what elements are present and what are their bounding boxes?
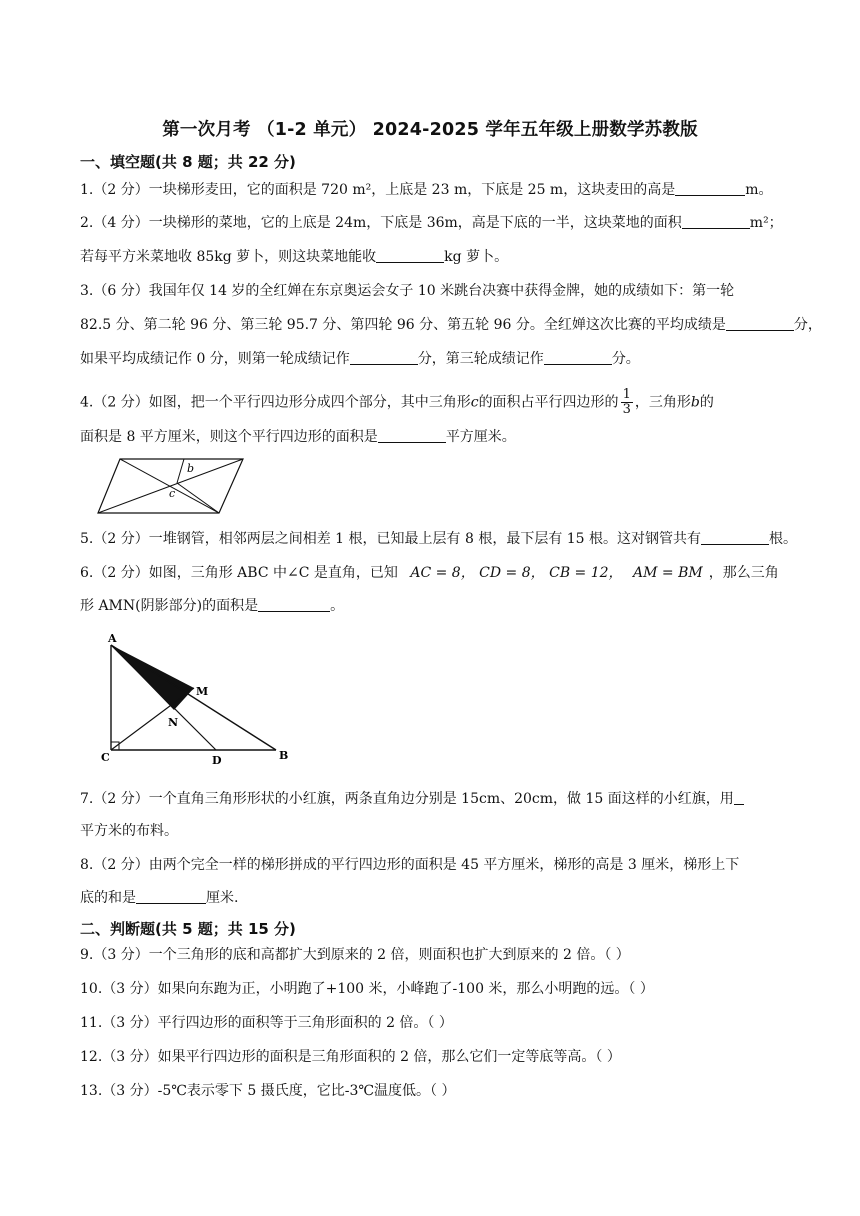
question-9: 9.（3 分）一个三角形的底和高都扩大到原来的 2 倍，则面积也扩大到原来的 2 倍。（ ） xyxy=(80,947,630,963)
figure-label-c: c xyxy=(169,487,176,500)
fraction-numerator: 1 xyxy=(622,387,631,402)
question-4-text-3: ，三角形 xyxy=(634,394,691,411)
question-3-unit-2: 分。 xyxy=(611,351,640,367)
answer-blank[interactable] xyxy=(136,889,206,904)
question-12: 12.（3 分）如果平行四边形的面积是三角形面积的 2 倍，那么它们一定等底等高。（ ） xyxy=(80,1049,621,1065)
question-4-text-4: 的 xyxy=(699,394,714,411)
question-13: 13.（3 分）-5℃表示零下 5 摄氏度，它比-3℃温度低。（ ） xyxy=(80,1083,456,1099)
section-fill-in-heading: 一、填空题(共 8 题；共 22 分) xyxy=(80,153,296,171)
question-1 xyxy=(80,181,773,199)
question-8-line-2 xyxy=(80,889,238,907)
question-2-text-2: 若每平方米菜地收 85kg 萝卜，则这块菜地能收 xyxy=(80,249,377,265)
question-3-line-1: 3.（6 分）我国年仅 14 岁的全红婵在东京奥运会女子 10 米跳台决赛中获得金牌，她的成绩如下：第一轮 xyxy=(80,283,735,299)
question-10: 10.（3 分）如果向东跑为正，小明跑了+100 米，小峰跑了-100 米，那么小明跑的远。（ ） xyxy=(80,981,654,997)
section-judge-heading: 二、判断题(共 5 题；共 15 分) xyxy=(80,920,296,938)
figure-label-b: b xyxy=(187,462,195,475)
label-d: D xyxy=(212,754,222,767)
question-4-text: 4.（2 分）如图，把一个平行四边形分成四个部分，其中三角形 xyxy=(80,394,471,411)
question-5-text: 5.（2 分）一堆钢管，相邻两层之间相差 1 根，已知最上层有 8 根，最下层有 15 根。这对钢管共有 xyxy=(80,531,702,547)
answer-blank[interactable] xyxy=(376,248,444,263)
answer-blank[interactable] xyxy=(544,350,612,365)
fraction-denominator: 3 xyxy=(622,402,631,417)
question-6-text-3: 形 AMN(阴影部分)的面积是 xyxy=(80,598,259,614)
label-n: N xyxy=(168,716,179,729)
answer-blank[interactable] xyxy=(258,597,330,612)
answer-blank[interactable] xyxy=(726,316,794,331)
answer-blank[interactable] xyxy=(734,790,744,805)
label-b: B xyxy=(279,749,289,762)
question-6-end: 。 xyxy=(330,598,345,614)
question-7-text: 7.（2 分）一个直角三角形形状的小红旗，两条直角边分别是 15cm、20cm，做 15 面这样的小红旗，用 xyxy=(80,791,734,807)
question-3-unit: 分， xyxy=(793,317,822,333)
question-2-unit-2: kg 萝卜。 xyxy=(444,249,509,265)
question-4-line-2 xyxy=(80,428,516,446)
question-2-line-1 xyxy=(80,214,783,232)
answer-blank[interactable] xyxy=(682,214,750,229)
question-8-text-2: 底的和是 xyxy=(80,890,136,906)
equation-am-bm: AM = BM xyxy=(633,565,703,581)
math-variable-b: b xyxy=(690,394,700,411)
question-3-text-3: 如果平均成绩记作 0 分，则第一轮成绩记作 xyxy=(80,351,350,367)
question-3-text-4: 分，第三轮成绩记作 xyxy=(417,351,544,367)
answer-blank[interactable] xyxy=(350,350,418,365)
math-variable-c: c xyxy=(470,394,479,411)
question-6-line-2 xyxy=(80,597,344,615)
question-4-text-5: 面积是 8 平方厘米，则这个平行四边形的面积是 xyxy=(80,429,378,445)
triangle-abc-figure xyxy=(96,628,296,768)
label-a: A xyxy=(108,632,117,645)
label-c: C xyxy=(101,751,110,764)
question-8-line-1: 8.（2 分）由两个完全一样的梯形拼成的平行四边形的面积是 45 平方厘米，梯形的高是 3 厘米，梯形上下 xyxy=(80,857,740,873)
question-6-text-2: ，那么三角 xyxy=(708,565,779,581)
answer-blank[interactable] xyxy=(675,181,745,196)
equation-cb: CB = 12， xyxy=(549,565,623,581)
question-5 xyxy=(80,530,797,548)
answer-blank[interactable] xyxy=(701,530,769,545)
parallelogram-figure xyxy=(96,456,248,518)
question-8-unit: 厘米. xyxy=(206,890,239,906)
label-m: M xyxy=(196,685,209,698)
question-1-text: 1.（2 分）一块梯形麦田，它的面积是 720 m²，上底是 23 m，下底是 25 m，这块麦田的高是 xyxy=(80,182,676,198)
question-7-line-1 xyxy=(80,790,744,808)
question-5-unit: 根。 xyxy=(769,531,798,547)
question-6-text: 6.（2 分）如图，三角形 ABC 中∠C 是直角，已知 xyxy=(80,565,398,581)
question-4-unit: 平方厘米。 xyxy=(445,429,516,445)
equation-ac: AC = 8， xyxy=(410,565,475,581)
question-6-line-1 xyxy=(80,564,779,582)
question-1-unit: m。 xyxy=(745,182,773,198)
question-2-line-2 xyxy=(80,248,508,266)
question-2-unit: m²； xyxy=(749,215,783,231)
question-7-line-2: 平方米的布料。 xyxy=(80,823,178,839)
question-3-line-3 xyxy=(80,350,640,368)
equation-cd: CD = 8， xyxy=(479,565,545,581)
question-2-text: 2.（4 分）一块梯形的菜地，它的上底是 24m，下底是 36m，高是下底的一半，这块菜地的面积 xyxy=(80,215,682,231)
page-title: 第一次月考 （1-2 单元） 2024-2025 学年五年级上册数学苏教版 xyxy=(162,120,698,140)
question-4-line-1 xyxy=(80,388,714,417)
fraction-one-third xyxy=(621,388,633,417)
question-3-line-2 xyxy=(80,316,822,334)
question-3-text-2: 82.5 分、第二轮 96 分、第三轮 95.7 分、第四轮 96 分、第五轮 96 分。全红婵这次比赛的平均成绩是 xyxy=(80,317,726,333)
question-11: 11.（3 分）平行四边形的面积等于三角形面积的 2 倍。（ ） xyxy=(80,1015,453,1031)
answer-blank[interactable] xyxy=(378,428,446,443)
question-4-text-2: 的面积占平行四边形的 xyxy=(478,394,619,411)
